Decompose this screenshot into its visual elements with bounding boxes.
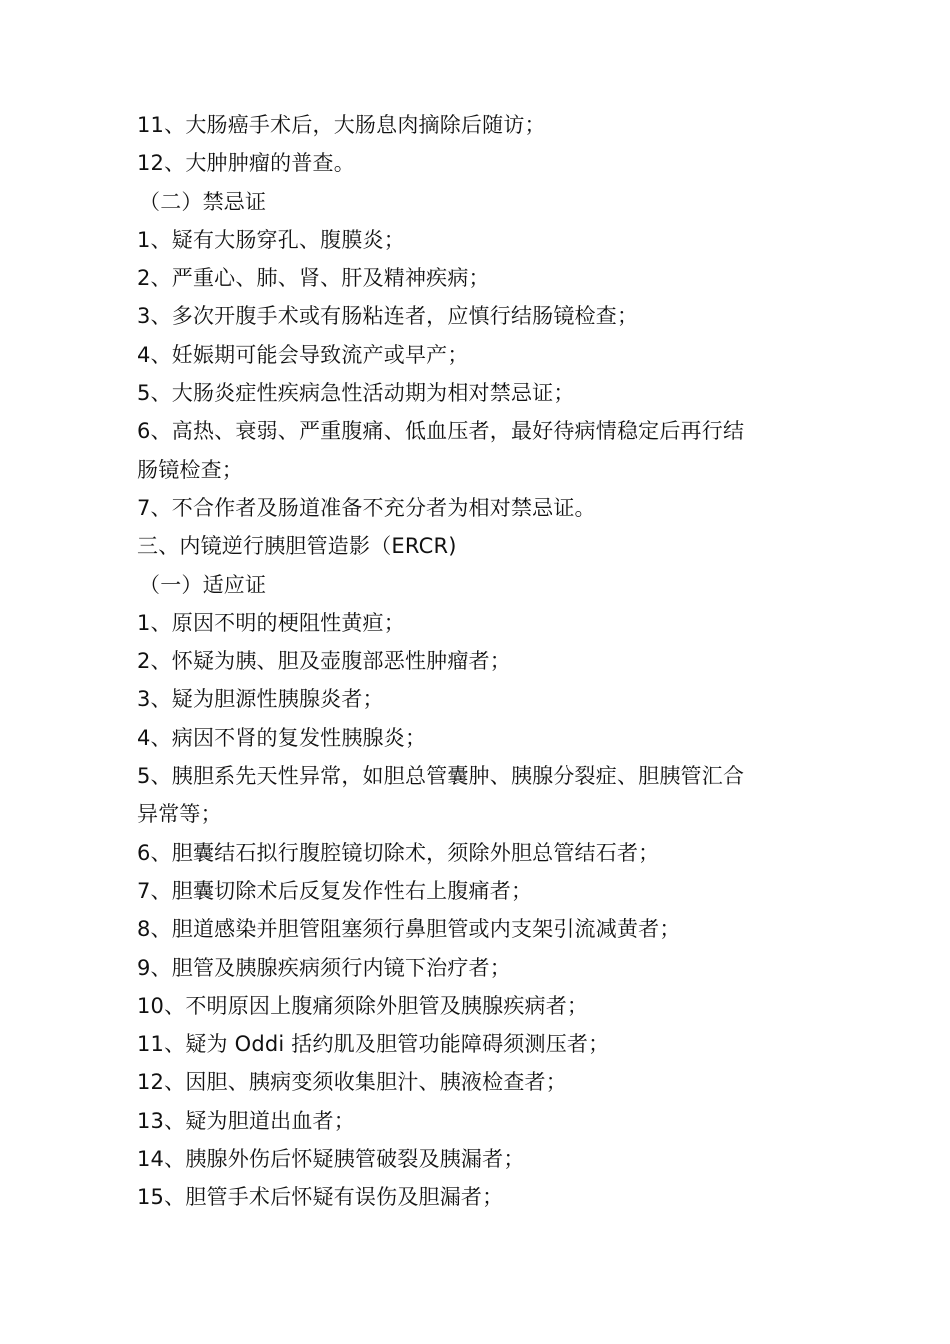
list-item: 13、疑为胆道出血者； xyxy=(137,1108,355,1133)
list-item: 5、大肠炎症性疾病急性活动期为相对禁忌证； xyxy=(137,381,575,406)
list-item: 8、胆道感染并胆管阻塞须行鼻胆管或内支架引流减黄者； xyxy=(137,917,681,942)
list-item: 7、胆囊切除术后反复发作性右上腹痛者； xyxy=(137,878,533,903)
section-heading-ercp: 三、内镜逆行胰胆管造影（ERCR) xyxy=(137,534,457,559)
section-heading-contraindications: （二）禁忌证 xyxy=(139,189,267,214)
list-item: 3、疑为胆源性胰腺炎者； xyxy=(137,687,384,712)
list-item: 2、严重心、肺、肾、肝及精神疾病； xyxy=(137,266,490,291)
list-item: 14、胰腺外伤后怀疑胰管破裂及胰漏者； xyxy=(137,1147,525,1172)
list-item: 1、疑有大肠穿孔、腹膜炎； xyxy=(137,227,405,252)
section-heading-indications: （一）适应证 xyxy=(139,572,267,597)
document-body xyxy=(137,106,827,1217)
list-item-continuation: 异常等； xyxy=(137,802,222,827)
list-item: 2、怀疑为胰、胆及壶腹部恶性肿瘤者； xyxy=(137,649,511,674)
list-item: 6、胆囊结石拟行腹腔镜切除术，须除外胆总管结石者； xyxy=(137,840,660,865)
list-item: 11、大肠癌手术后，大肠息肉摘除后随访； xyxy=(137,113,546,137)
list-item: 4、妊娠期可能会导致流产或早产； xyxy=(137,342,469,367)
list-item: 5、胰胆系先天性异常，如胆总管囊肿、胰腺分裂症、胆胰管汇合 xyxy=(137,764,745,789)
list-item: 15、胆管手术后怀疑有误伤及胆漏者； xyxy=(137,1185,504,1210)
list-item-continuation: 肠镜检查； xyxy=(137,457,243,482)
list-item: 11、疑为 Oddi 括约肌及胆管功能障碍须测压者； xyxy=(137,1032,610,1057)
list-item: 7、不合作者及肠道准备不充分者为相对禁忌证。 xyxy=(137,495,596,520)
list-item: 3、多次开腹手术或有肠粘连者，应慎行结肠镜检查； xyxy=(137,304,639,329)
list-item: 12、因胆、胰病变须收集胆汁、胰液检查者； xyxy=(137,1070,567,1095)
list-item: 12、大肿肿瘤的普查。 xyxy=(137,151,355,176)
list-item: 10、不明原因上腹痛须除外胆管及胰腺疾病者； xyxy=(137,993,589,1018)
list-item: 1、原因不明的梗阻性黄疸； xyxy=(137,610,405,635)
list-item: 6、高热、衰弱、严重腹痛、低血压者，最好待病情稳定后再行结 xyxy=(137,419,745,444)
list-item: 9、胆管及胰腺疾病须行内镜下治疗者； xyxy=(137,955,511,980)
list-item: 4、病因不肾的复发性胰腺炎； xyxy=(137,725,427,750)
